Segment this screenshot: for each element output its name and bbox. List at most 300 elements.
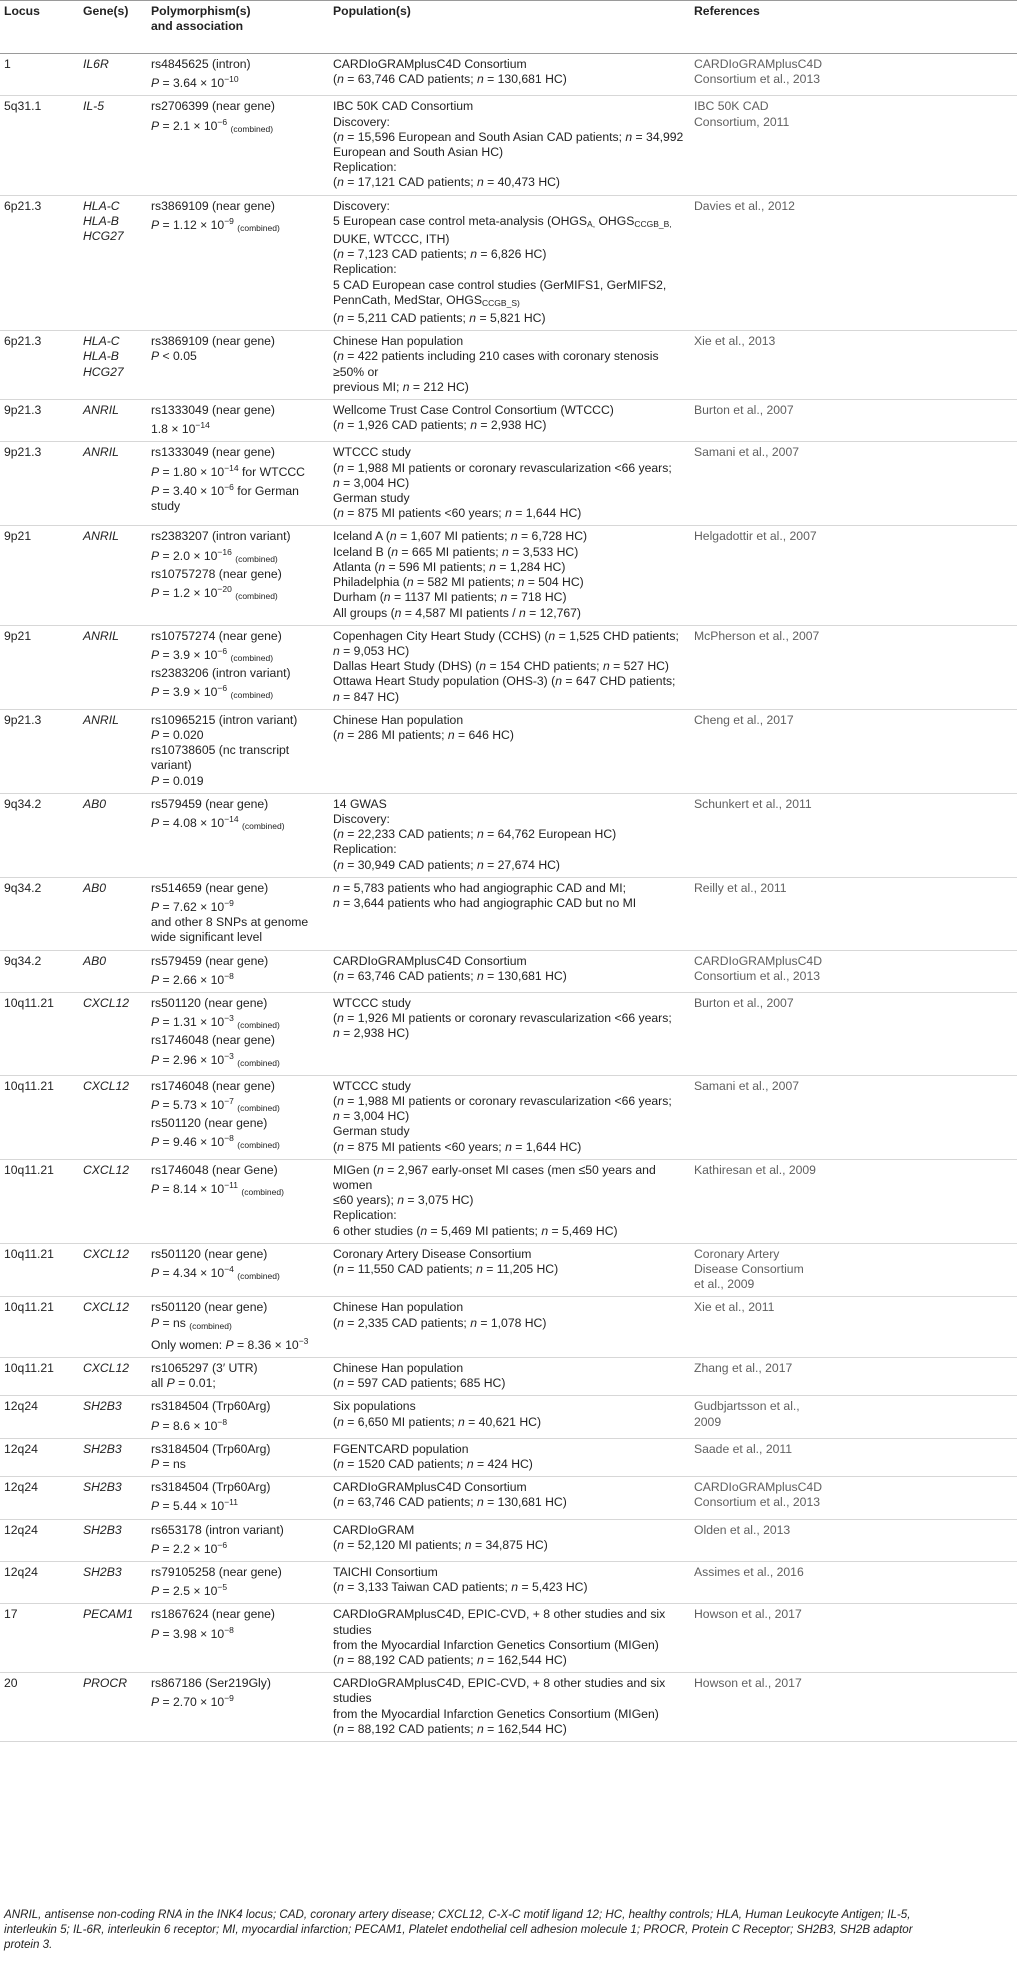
gene-name: CXCL12 bbox=[83, 995, 130, 1010]
polymorphism-line: $P = 8.14 \times 10^{-11}$ $_{(combined)}$ bbox=[151, 1180, 284, 1197]
gene-name: SH2B3 bbox=[83, 1565, 122, 1580]
locus-cell bbox=[0, 709, 79, 793]
polymorphism-line: $P = 2.1 \times 10^{-6}$ $_{(combined)}$ bbox=[151, 116, 274, 134]
polymorphism-cell bbox=[147, 793, 329, 877]
polymorphism-line: $P = 2.96 \times 10^{-3}$ $_{(combined)}$ bbox=[151, 1050, 280, 1068]
reference-line: Samani et al., 2007 bbox=[694, 1078, 800, 1093]
polymorphism-line: P = 0.020 bbox=[151, 727, 204, 742]
reference-line: Consortium et al., 2013 bbox=[694, 968, 821, 983]
header-polymorphism: Polymorphism(s) and association bbox=[147, 1, 329, 54]
gene-cell bbox=[79, 709, 147, 793]
population-line: (n = 286 MI patients; n = 646 HC) bbox=[333, 727, 514, 742]
table-row bbox=[0, 1075, 1017, 1159]
gene-cell bbox=[79, 331, 147, 400]
reference-line: Burton et al., 2007 bbox=[694, 403, 794, 418]
gene-cell bbox=[79, 625, 147, 709]
locus-cell bbox=[0, 1519, 79, 1561]
locus-text: 9p21.3 bbox=[4, 403, 42, 418]
reference-line: Helgadottir et al., 2007 bbox=[694, 529, 817, 544]
table-row bbox=[0, 1396, 1017, 1438]
polymorphism-cell bbox=[147, 54, 329, 96]
locus-cell bbox=[0, 54, 79, 96]
gene-name: AB0 bbox=[83, 796, 107, 811]
population-line: (n = 1,926 CAD patients; n = 2,938 HC) bbox=[333, 418, 547, 433]
gene-cell bbox=[79, 1673, 147, 1742]
polymorphism-line: rs3184504 (Trp60Arg) bbox=[151, 1480, 271, 1495]
gene-name: HLA-C bbox=[83, 198, 120, 213]
polymorphism-line: rs653178 (intron variant) bbox=[151, 1522, 284, 1537]
reference-line: Xie et al., 2013 bbox=[694, 334, 776, 349]
locus-text: 9p21 bbox=[4, 529, 32, 544]
polymorphism-cell bbox=[147, 1562, 329, 1604]
locus-text: 5q31.1 bbox=[4, 99, 42, 114]
gene-cell bbox=[79, 950, 147, 992]
population-line: TAICHI Consortium bbox=[333, 1565, 438, 1580]
gene-name: CXCL12 bbox=[83, 1078, 130, 1093]
population-cell bbox=[329, 992, 690, 1075]
polymorphism-cell bbox=[147, 1358, 329, 1396]
polymorphism-line: $P = 2.66 \times 10^{-8}$ bbox=[151, 970, 234, 987]
population-cell bbox=[329, 625, 690, 709]
population-line: n = 847 HC) bbox=[333, 689, 400, 704]
reference-line: 2009 bbox=[694, 1414, 722, 1429]
polymorphism-line: Only women: $P = 8.36 \times 10^{-3}$ bbox=[151, 1335, 309, 1352]
gene-name: ANRIL bbox=[83, 712, 119, 727]
table-row bbox=[0, 442, 1017, 526]
header-locus: Locus bbox=[0, 1, 79, 54]
population-line: Chinese Han population bbox=[333, 712, 464, 727]
population-line: (n = 11,550 CAD patients; n = 11,205 HC) bbox=[333, 1262, 559, 1277]
population-cell bbox=[329, 1519, 690, 1561]
polymorphism-line: $P = 1.2 \times 10^{-20}$ $_{(combined)}$ bbox=[151, 584, 278, 602]
gene-cell bbox=[79, 1243, 147, 1297]
table-body bbox=[0, 54, 1017, 1742]
polymorphism-line: $P = 2.2 \times 10^{-6}$ bbox=[151, 1539, 228, 1556]
locus-cell bbox=[0, 195, 79, 331]
gene-cell bbox=[79, 1396, 147, 1438]
population-line: Chinese Han population bbox=[333, 1361, 464, 1376]
gene-cell bbox=[79, 526, 147, 625]
population-line: Chinese Han population bbox=[333, 334, 464, 349]
reference-line: Xie et al., 2011 bbox=[694, 1300, 775, 1315]
polymorphism-cell bbox=[147, 1396, 329, 1438]
polymorphism-line: rs10965215 (intron variant) bbox=[151, 712, 298, 727]
gene-cell bbox=[79, 793, 147, 877]
locus-cell bbox=[0, 1562, 79, 1604]
polymorphism-cell bbox=[147, 96, 329, 195]
population-line: (n = 2,335 CAD patients; n = 1,078 HC) bbox=[333, 1315, 547, 1330]
gene-name: HLA-B bbox=[83, 213, 119, 228]
locus-text: 12q24 bbox=[4, 1522, 38, 1537]
gene-name: HLA-C bbox=[83, 334, 120, 349]
polymorphism-line: rs501120 (near gene) bbox=[151, 1300, 268, 1315]
polymorphism-line: rs501120 (near gene) bbox=[151, 1116, 268, 1131]
gene-name: SH2B3 bbox=[83, 1399, 122, 1414]
population-line: (n = 63,746 CAD patients; n = 130,681 HC) bbox=[333, 968, 567, 983]
table-row bbox=[0, 54, 1017, 96]
population-line: from the Myocardial Infarction Genetics Consortium (MIGen) bbox=[333, 1706, 659, 1721]
population-cell bbox=[329, 1477, 690, 1519]
polymorphism-cell bbox=[147, 400, 329, 442]
reference-line: Burton et al., 2007 bbox=[694, 995, 794, 1010]
polymorphism-line: rs3869109 (near gene) bbox=[151, 334, 275, 349]
population-cell bbox=[329, 1562, 690, 1604]
gene-name: SH2B3 bbox=[83, 1522, 122, 1537]
population-line: Copenhagen City Heart Study (CCHS) (n = 1,525 CHD patients; bbox=[333, 628, 679, 643]
population-line: IBC 50K CAD Consortium bbox=[333, 99, 474, 114]
table-row bbox=[0, 1438, 1017, 1476]
polymorphism-cell bbox=[147, 877, 329, 950]
population-line: n = 5,783 patients who had angiographic CAD and MI; bbox=[333, 880, 627, 895]
gene-cell bbox=[79, 1297, 147, 1358]
locus-cell bbox=[0, 96, 79, 195]
reference-cell bbox=[690, 526, 1017, 625]
population-line: CARDIoGRAMplusC4D Consortium bbox=[333, 953, 527, 968]
population-line: Philadelphia (n = 582 MI patients; n = 504 HC) bbox=[333, 575, 584, 590]
gene-name: HCG27 bbox=[83, 229, 124, 244]
reference-cell bbox=[690, 1604, 1017, 1673]
gene-name: HCG27 bbox=[83, 364, 124, 379]
population-cell bbox=[329, 331, 690, 400]
table-header bbox=[0, 1, 1017, 54]
locus-cell bbox=[0, 950, 79, 992]
reference-cell bbox=[690, 1673, 1017, 1742]
reference-cell bbox=[690, 54, 1017, 96]
locus-text: 1 bbox=[4, 57, 11, 71]
reference-cell bbox=[690, 195, 1017, 331]
table-row bbox=[0, 195, 1017, 331]
polymorphism-cell bbox=[147, 950, 329, 992]
locus-cell bbox=[0, 1297, 79, 1358]
population-line: (n = 63,746 CAD patients; n = 130,681 HC) bbox=[333, 72, 567, 87]
gene-name: ANRIL bbox=[83, 445, 119, 460]
reference-cell bbox=[690, 1159, 1017, 1243]
polymorphism-line: $P = 1.31 \times 10^{-3}$ $_{(combined)}$ bbox=[151, 1013, 280, 1031]
polymorphism-cell bbox=[147, 1519, 329, 1561]
gene-name: ANRIL bbox=[83, 529, 119, 544]
polymorphism-line: rs1333049 (near gene) bbox=[151, 445, 275, 460]
population-line: 14 GWAS bbox=[333, 796, 387, 811]
population-line: (n = 15,596 European and South Asian CAD patients; n = 34,992 bbox=[333, 129, 684, 144]
population-line: Iceland B (n = 665 MI patients; n = 3,533 HC) bbox=[333, 544, 579, 559]
population-cell bbox=[329, 1396, 690, 1438]
locus-cell bbox=[0, 331, 79, 400]
reference-line: IBC 50K CAD bbox=[694, 99, 769, 114]
polymorphism-line: rs10757278 (near gene) bbox=[151, 566, 282, 581]
reference-cell bbox=[690, 625, 1017, 709]
header-references: References bbox=[690, 1, 1017, 54]
polymorphism-cell bbox=[147, 1297, 329, 1358]
reference-cell bbox=[690, 442, 1017, 526]
polymorphism-line: rs3184504 (Trp60Arg) bbox=[151, 1399, 271, 1414]
polymorphism-line: and other 8 SNPs at genome bbox=[151, 915, 309, 930]
population-cell bbox=[329, 442, 690, 526]
locus-cell bbox=[0, 877, 79, 950]
table-row bbox=[0, 793, 1017, 877]
locus-text: 9p21 bbox=[4, 628, 32, 643]
polymorphism-line: rs579459 (near gene) bbox=[151, 796, 269, 811]
polymorphism-line: $P = 8.6 \times 10^{-8}$ bbox=[151, 1416, 228, 1433]
gene-cell bbox=[79, 54, 147, 96]
reference-cell bbox=[690, 1243, 1017, 1297]
population-line: (n = 422 patients including 210 cases with coronary stenosis ≥50% or bbox=[333, 349, 659, 379]
population-line: (n = 3,133 Taiwan CAD patients; n = 5,423 HC) bbox=[333, 1580, 588, 1595]
gene-name: CXCL12 bbox=[83, 1246, 130, 1261]
population-line: n = 9,053 HC) bbox=[333, 643, 410, 658]
population-line: (n = 5,211 CAD patients; n = 5,821 HC) bbox=[333, 311, 546, 326]
polymorphism-cell bbox=[147, 992, 329, 1075]
locus-cell bbox=[0, 625, 79, 709]
gene-cell bbox=[79, 400, 147, 442]
table-row bbox=[0, 1604, 1017, 1673]
reference-line: Olden et al., 2013 bbox=[694, 1522, 791, 1537]
locus-text: 20 bbox=[4, 1676, 18, 1691]
table-row bbox=[0, 625, 1017, 709]
locus-text: 10q11.21 bbox=[4, 1162, 54, 1177]
population-line: CARDIoGRAMplusC4D Consortium bbox=[333, 57, 527, 71]
locus-text: 12q24 bbox=[4, 1441, 38, 1456]
reference-cell bbox=[690, 1297, 1017, 1358]
gene-cell bbox=[79, 1604, 147, 1673]
locus-cell bbox=[0, 1243, 79, 1297]
polymorphism-line: rs1746048 (near Gene) bbox=[151, 1162, 278, 1177]
polymorphism-line: variant) bbox=[151, 758, 192, 773]
polymorphism-line: rs501120 (near gene) bbox=[151, 1246, 268, 1261]
table-row bbox=[0, 877, 1017, 950]
reference-line: CARDIoGRAMplusC4D bbox=[694, 953, 822, 968]
reference-cell bbox=[690, 1358, 1017, 1396]
population-line: (n = 6,650 MI patients; n = 40,621 HC) bbox=[333, 1414, 542, 1429]
reference-line: Howson et al., 2017 bbox=[694, 1676, 802, 1691]
locus-cell bbox=[0, 1438, 79, 1476]
table-row bbox=[0, 709, 1017, 793]
polymorphism-line: rs579459 (near gene) bbox=[151, 953, 269, 968]
gene-cell bbox=[79, 992, 147, 1075]
polymorphism-line: rs2383207 (intron variant) bbox=[151, 529, 291, 544]
population-line: (n = 1520 CAD patients; n = 424 HC) bbox=[333, 1457, 533, 1472]
population-line: CARDIoGRAMplusC4D Consortium bbox=[333, 1480, 527, 1495]
reference-line: Assimes et al., 2016 bbox=[694, 1565, 804, 1580]
table-row bbox=[0, 1243, 1017, 1297]
polymorphism-line: wide significant level bbox=[151, 930, 263, 945]
gene-cell bbox=[79, 1358, 147, 1396]
polymorphism-cell bbox=[147, 1159, 329, 1243]
population-line: Discovery: bbox=[333, 198, 390, 213]
population-line: German study bbox=[333, 491, 410, 506]
locus-text: 9p21.3 bbox=[4, 712, 42, 727]
reference-cell bbox=[690, 1075, 1017, 1159]
polymorphism-cell bbox=[147, 195, 329, 331]
population-cell bbox=[329, 400, 690, 442]
population-line: 6 other studies (n = 5,469 MI patients; n = 5,469 HC) bbox=[333, 1223, 618, 1238]
polymorphism-line: rs79105258 (near gene) bbox=[151, 1565, 282, 1580]
polymorphism-line: $P = 2.0 \times 10^{-16}$ $_{(combined)}$ bbox=[151, 546, 278, 564]
polymorphism-line: $P = 3.98 \times 10^{-8}$ bbox=[151, 1624, 234, 1641]
locus-text: 10q11.21 bbox=[4, 995, 54, 1010]
locus-cell bbox=[0, 1477, 79, 1519]
reference-cell bbox=[690, 1562, 1017, 1604]
population-line: (n = 597 CAD patients; 685 HC) bbox=[333, 1376, 506, 1391]
gene-cell bbox=[79, 1519, 147, 1561]
locus-cell bbox=[0, 1604, 79, 1673]
population-cell bbox=[329, 1075, 690, 1159]
locus-cell bbox=[0, 526, 79, 625]
table-row bbox=[0, 1159, 1017, 1243]
locus-cell bbox=[0, 1075, 79, 1159]
polymorphism-line: rs3184504 (Trp60Arg) bbox=[151, 1441, 271, 1456]
population-line: WTCCC study bbox=[333, 445, 411, 460]
locus-text: 9q34.2 bbox=[4, 880, 42, 895]
population-line: WTCCC study bbox=[333, 1078, 411, 1093]
population-line: Atlanta (n = 596 MI patients; n = 1,284 HC) bbox=[333, 559, 566, 574]
table-row bbox=[0, 1519, 1017, 1561]
gene-cell bbox=[79, 1159, 147, 1243]
population-cell bbox=[329, 950, 690, 992]
locus-text: 10q11.21 bbox=[4, 1246, 54, 1261]
table-row bbox=[0, 400, 1017, 442]
polymorphism-line: $P = 3.40 \times 10^{-6}$ for German bbox=[151, 481, 299, 498]
table-row bbox=[0, 1562, 1017, 1604]
population-line: (n = 1,926 MI patients or coronary revascularization <66 years; bbox=[333, 1011, 672, 1026]
population-line: Wellcome Trust Case Control Consortium (WTCCC) bbox=[333, 403, 614, 418]
polymorphism-line: rs1746048 (near gene) bbox=[151, 1033, 275, 1048]
polymorphism-cell bbox=[147, 331, 329, 400]
locus-cell bbox=[0, 992, 79, 1075]
population-line: FGENTCARD population bbox=[333, 1441, 469, 1456]
reference-line: Coronary Artery bbox=[694, 1246, 780, 1261]
population-line: Discovery: bbox=[333, 114, 390, 129]
polymorphism-line: rs1065297 (3′ UTR) bbox=[151, 1361, 258, 1376]
population-cell bbox=[329, 1243, 690, 1297]
reference-line: CARDIoGRAMplusC4D bbox=[694, 1480, 822, 1495]
locus-text: 12q24 bbox=[4, 1565, 38, 1580]
reference-line: Howson et al., 2017 bbox=[694, 1607, 802, 1622]
gene-name: CXCL12 bbox=[83, 1361, 130, 1376]
population-line: (n = 30,949 CAD patients; n = 27,674 HC) bbox=[333, 857, 560, 872]
polymorphism-line: $P = 5.73 \times 10^{-7}$ $_{(combined)}$ bbox=[151, 1095, 280, 1113]
polymorphism-line: $P = 2.5 \times 10^{-5}$ bbox=[151, 1582, 228, 1599]
table-row bbox=[0, 1297, 1017, 1358]
gene-cell bbox=[79, 1562, 147, 1604]
population-line: Durham (n = 1137 MI patients; n = 718 HC) bbox=[333, 590, 567, 605]
population-line: Replication: bbox=[333, 160, 397, 175]
population-line: PennCath, MedStar, $OHGS_{CCGB\_S)}$ bbox=[333, 292, 520, 308]
table-row bbox=[0, 1358, 1017, 1396]
polymorphism-cell bbox=[147, 1243, 329, 1297]
reference-cell bbox=[690, 1396, 1017, 1438]
reference-line: Zhang et al., 2017 bbox=[694, 1361, 793, 1376]
population-cell bbox=[329, 54, 690, 96]
polymorphism-cell bbox=[147, 1477, 329, 1519]
population-line: (n = 875 MI patients <60 years; n = 1,644 HC) bbox=[333, 506, 582, 521]
gene-name: IL-5 bbox=[83, 99, 105, 114]
polymorphism-line: rs867186 (Ser219Gly) bbox=[151, 1676, 271, 1691]
polymorphism-line: $P = 4.08 \times 10^{-14}$ $_{(combined)}$ bbox=[151, 813, 285, 831]
reference-cell bbox=[690, 877, 1017, 950]
population-line: (n = 1,988 MI patients or coronary revascularization <66 years; bbox=[333, 460, 672, 475]
reference-cell bbox=[690, 950, 1017, 992]
population-line: (n = 1,988 MI patients or coronary revascularization <66 years; bbox=[333, 1093, 672, 1108]
polymorphism-cell bbox=[147, 1673, 329, 1742]
population-line: European and South Asian HC) bbox=[333, 145, 504, 160]
reference-cell bbox=[690, 331, 1017, 400]
population-line: (n = 63,746 CAD patients; n = 130,681 HC) bbox=[333, 1495, 567, 1510]
population-cell bbox=[329, 1673, 690, 1742]
table-footnote bbox=[4, 1907, 1009, 1952]
polymorphism-cell bbox=[147, 1438, 329, 1476]
table-row bbox=[0, 96, 1017, 195]
table-row bbox=[0, 526, 1017, 625]
table-row bbox=[0, 950, 1017, 992]
polymorphism-cell bbox=[147, 526, 329, 625]
polymorphism-line: $P = 7.62 \times 10^{-9}$ bbox=[151, 897, 234, 914]
locus-text: 9p21.3 bbox=[4, 445, 42, 460]
gene-name: SH2B3 bbox=[83, 1480, 122, 1495]
polymorphism-line: rs1746048 (near gene) bbox=[151, 1078, 275, 1093]
population-line: (n = 7,123 CAD patients; n = 6,826 HC) bbox=[333, 247, 547, 262]
population-line: previous MI; n = 212 HC) bbox=[333, 379, 469, 394]
polymorphism-line: $P = 3.9 \times 10^{-6}$ $_{(combined)}$ bbox=[151, 645, 274, 663]
reference-line: Samani et al., 2007 bbox=[694, 445, 800, 460]
gene-name: PECAM1 bbox=[83, 1607, 134, 1622]
polymorphism-line: study bbox=[151, 499, 181, 514]
polymorphism-line: $P = 1.80 \times 10^{-14}$ for WTCCC bbox=[151, 462, 305, 479]
reference-cell bbox=[690, 400, 1017, 442]
population-line: n = 3,004 HC) bbox=[333, 1109, 410, 1124]
polymorphism-line: rs1333049 (near gene) bbox=[151, 403, 275, 418]
reference-line: Davies et al., 2012 bbox=[694, 198, 795, 213]
population-cell bbox=[329, 793, 690, 877]
gene-name: HLA-B bbox=[83, 349, 119, 364]
population-line: from the Myocardial Infarction Genetics Consortium (MIGen) bbox=[333, 1637, 659, 1652]
locus-text: 12q24 bbox=[4, 1399, 38, 1414]
polymorphism-line: rs10738605 (nc transcript bbox=[151, 743, 290, 758]
population-line: (n = 52,120 MI patients; n = 34,875 HC) bbox=[333, 1537, 548, 1552]
reference-line: Disease Consortium bbox=[694, 1262, 804, 1277]
population-line: Replication: bbox=[333, 1208, 397, 1223]
population-cell bbox=[329, 526, 690, 625]
population-line: (n = 88,192 CAD patients; n = 162,544 HC) bbox=[333, 1721, 567, 1736]
locus-cell bbox=[0, 1159, 79, 1243]
gene-cell bbox=[79, 1438, 147, 1476]
header-genes: Gene(s) bbox=[79, 1, 147, 54]
gene-name: AB0 bbox=[83, 953, 107, 968]
population-line: (n = 88,192 CAD patients; n = 162,544 HC) bbox=[333, 1653, 567, 1668]
population-cell bbox=[329, 1438, 690, 1476]
polymorphism-line: $P = 9.46 \times 10^{-8}$ $_{(combined)}$ bbox=[151, 1133, 280, 1151]
population-cell bbox=[329, 709, 690, 793]
polymorphism-line: rs4845625 (intron) bbox=[151, 57, 251, 71]
population-line: n = 2,938 HC) bbox=[333, 1026, 410, 1041]
population-line: Coronary Artery Disease Consortium bbox=[333, 1246, 532, 1261]
polymorphism-cell bbox=[147, 1075, 329, 1159]
population-line: CARDIoGRAMplusC4D, EPIC-CVD, + 8 other studies and six studies bbox=[333, 1607, 666, 1637]
population-line: German study bbox=[333, 1124, 410, 1139]
locus-cell bbox=[0, 1673, 79, 1742]
reference-line: McPherson et al., 2007 bbox=[694, 628, 820, 643]
polymorphism-line: rs1867624 (near gene) bbox=[151, 1607, 275, 1622]
table-row bbox=[0, 992, 1017, 1075]
locus-text: 10q11.21 bbox=[4, 1078, 54, 1093]
locus-text: 10q11.21 bbox=[4, 1361, 54, 1376]
reference-line: Saade et al., 2011 bbox=[694, 1441, 793, 1456]
table-row bbox=[0, 1477, 1017, 1519]
polymorphism-line: rs514659 (near gene) bbox=[151, 880, 269, 895]
locus-cell bbox=[0, 1358, 79, 1396]
polymorphism-cell bbox=[147, 709, 329, 793]
polymorphism-line: rs501120 (near gene) bbox=[151, 995, 268, 1010]
reference-line: Consortium et al., 2013 bbox=[694, 1495, 821, 1510]
